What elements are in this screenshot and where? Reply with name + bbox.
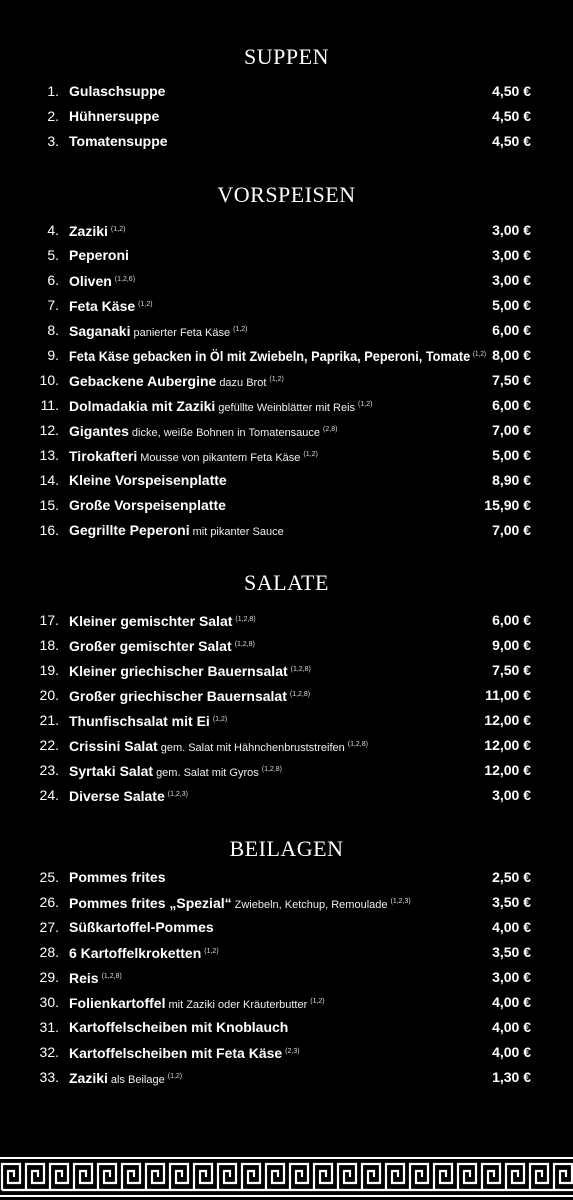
item-description (69, 494, 226, 516)
item-price: 3,00 € (492, 222, 531, 238)
item-number: 33. (39, 1069, 59, 1085)
meander-segment (506, 1164, 530, 1190)
item-name: Pommes frites (69, 869, 166, 885)
item-extra: mit Zaziki oder Kräuterbutter (168, 999, 308, 1011)
item-price: 4,00 € (492, 1019, 531, 1035)
meander-segment (218, 1164, 242, 1190)
item-allergen-codes: (1,2) (110, 226, 126, 233)
item-allergen-codes: (1,2,8) (235, 616, 256, 623)
item-description (69, 634, 255, 657)
item-number: 2. (47, 108, 59, 124)
item-allergen-codes: (1,2) (269, 376, 284, 383)
item-number: 17. (39, 612, 59, 628)
item-number: 24. (39, 787, 59, 803)
item-price: 2,50 € (492, 869, 531, 885)
item-number: 4. (47, 222, 59, 238)
item-number: 22. (39, 737, 59, 753)
item-description (69, 659, 311, 682)
item-name: Reis (69, 970, 99, 986)
menu-item (0, 1066, 573, 1088)
item-price: 7,50 € (492, 662, 531, 678)
item-description (69, 394, 372, 419)
item-description (69, 105, 159, 127)
item-name: Zaziki (69, 223, 108, 239)
item-number: 23. (39, 762, 59, 778)
item-description (69, 1066, 182, 1091)
item-number: 6. (47, 272, 59, 288)
item-allergen-codes: (1,2,8) (347, 741, 368, 748)
item-number: 19. (39, 662, 59, 678)
menu-item (0, 916, 573, 938)
item-number: 10. (39, 372, 59, 388)
item-number: 18. (39, 637, 59, 653)
menu-item (0, 866, 573, 888)
item-name: Hühnersuppe (69, 108, 160, 124)
item-allergen-codes: (1,2,3) (167, 791, 188, 798)
menu-item (0, 684, 573, 706)
item-name: Großer griechischer Bauernsalat (69, 688, 287, 704)
menu-item (0, 269, 573, 291)
menu-item (0, 519, 573, 541)
item-name: Dolmadakia mit Zaziki (69, 398, 216, 414)
item-name: Crissini Salat (69, 738, 158, 754)
item-price: 4,50 € (492, 108, 531, 124)
item-number: 11. (40, 397, 59, 413)
item-allergen-codes: (1,2) (358, 401, 373, 408)
item-allergen-codes: (1,2) (310, 998, 325, 1005)
item-price: 7,00 € (492, 422, 531, 438)
item-description (69, 419, 337, 444)
item-price: 6,00 € (492, 612, 531, 628)
meander-segment (170, 1164, 194, 1190)
menu-item (0, 659, 573, 681)
item-price: 4,00 € (492, 919, 531, 935)
menu-item (0, 759, 573, 781)
menu-item (0, 1041, 573, 1063)
item-name: Diverse Salate (69, 788, 165, 804)
item-allergen-codes: (2,3) (285, 1048, 300, 1055)
item-number: 14. (39, 472, 59, 488)
item-number: 26. (39, 894, 59, 910)
item-description (69, 709, 227, 732)
item-extra: gem. Salat mit Gyros (156, 767, 259, 779)
item-description (69, 916, 214, 938)
item-name: Süßkartoffel-Pommes (69, 919, 214, 935)
item-price: 5,00 € (492, 447, 531, 463)
item-description (69, 294, 153, 317)
item-description (69, 1041, 300, 1064)
menu-item (0, 966, 573, 988)
menu-item (0, 891, 573, 913)
item-allergen-codes: (1,2,8) (101, 973, 122, 980)
item-extra: Zwiebeln, Ketchup, Remoulade (234, 899, 388, 911)
item-description (69, 130, 168, 152)
item-price: 15,90 € (484, 497, 531, 513)
item-extra: panierter Feta Käse (133, 327, 231, 339)
item-name: Kleiner griechischer Bauernsalat (69, 663, 288, 679)
item-number: 25. (39, 869, 59, 885)
item-extra: gefüllte Weinblätter mit Reis (218, 402, 356, 414)
menu-item (0, 80, 573, 102)
item-description (69, 941, 219, 964)
item-allergen-codes: (1,2,8) (290, 666, 311, 673)
item-price: 6,00 € (492, 322, 531, 338)
item-name: Kartoffelscheiben mit Feta Käse (69, 1045, 283, 1061)
item-allergen-codes: (2,8) (323, 426, 338, 433)
item-name: Oliven (69, 273, 112, 289)
item-name: Gulaschsuppe (69, 83, 166, 99)
item-number: 8. (47, 322, 59, 338)
item-extra: mit pikanter Sauce (192, 526, 284, 538)
menu-item (0, 444, 573, 466)
meander-segment (266, 1164, 290, 1190)
item-name: Folienkartoffel (69, 995, 166, 1011)
item-price: 3,50 € (492, 894, 531, 910)
item-number: 12. (39, 422, 59, 438)
item-name: Gigantes (69, 423, 129, 439)
item-name: Tirokafteri (69, 448, 138, 464)
item-name: Peperoni (69, 247, 129, 263)
item-description (69, 219, 125, 242)
meander-segment (50, 1164, 74, 1190)
item-name: Gebackene Aubergine (69, 373, 217, 389)
meander-segment (74, 1164, 98, 1190)
section-title-vorspeisen: VORSPEISEN (217, 182, 356, 207)
menu-item (0, 394, 573, 416)
item-description (69, 966, 122, 989)
meander-segment (434, 1164, 458, 1190)
item-name: 6 Kartoffelkroketten (69, 945, 202, 961)
section-title-suppen: SUPPEN (244, 44, 329, 69)
menu-item (0, 734, 573, 756)
meander-segment (26, 1164, 50, 1190)
item-price: 11,00 € (485, 687, 531, 703)
item-name: Feta Käse (69, 298, 136, 314)
menu-item (0, 419, 573, 441)
meander-segment (338, 1164, 362, 1190)
menu-item (0, 319, 573, 341)
item-description (69, 319, 248, 344)
item-description (69, 784, 188, 807)
menu-item (0, 941, 573, 963)
item-price: 12,00 € (484, 762, 531, 778)
item-price: 3,00 € (492, 247, 531, 263)
item-allergen-codes: (1,2,6) (114, 276, 136, 283)
meander-segment (2, 1164, 26, 1190)
meander-segment (386, 1164, 410, 1190)
item-name: Feta Käse gebacken in Öl mit Zwiebeln, Paprika, Peperoni, Tomate (69, 348, 471, 364)
meander-segment (554, 1164, 573, 1190)
menu-item (0, 344, 573, 366)
item-allergen-codes: (1,2,8) (261, 766, 282, 773)
item-price: 7,00 € (492, 522, 531, 538)
menu-item (0, 244, 573, 266)
menu-item (0, 1016, 573, 1038)
item-description (69, 344, 486, 367)
item-price: 3,00 € (492, 787, 531, 803)
meander-segment (290, 1164, 314, 1190)
meander-segment (314, 1164, 338, 1190)
item-name: Syrtaki Salat (69, 763, 154, 779)
menu-item (0, 105, 573, 127)
item-number: 15. (39, 497, 59, 513)
item-name: Kleiner gemischter Salat (69, 613, 233, 629)
meander-segment (458, 1164, 482, 1190)
menu-item (0, 369, 573, 391)
item-number: 9. (47, 347, 59, 363)
item-number: 7. (47, 297, 59, 313)
item-allergen-codes: (1,2,3) (390, 898, 411, 905)
menu-item (0, 494, 573, 516)
meander-segment (146, 1164, 170, 1190)
section-title-beilagen: BEILAGEN (229, 836, 344, 861)
item-price: 6,00 € (492, 397, 531, 413)
item-name: Thunfischsalat mit Ei (69, 713, 210, 729)
item-number: 3. (47, 133, 59, 149)
item-number: 28. (39, 944, 59, 960)
item-number: 30. (39, 994, 59, 1010)
item-description (69, 684, 310, 707)
item-number: 5. (47, 247, 59, 263)
item-allergen-codes: (1,2) (212, 716, 228, 723)
item-description (69, 866, 165, 888)
meander-segment (410, 1164, 434, 1190)
meander-segment (362, 1164, 386, 1190)
item-name: Zaziki (69, 1070, 108, 1086)
meander-segment (98, 1164, 122, 1190)
item-number: 21. (39, 712, 59, 728)
item-number: 13. (39, 447, 59, 463)
item-price: 9,00 € (492, 637, 531, 653)
item-number: 27. (39, 919, 59, 935)
item-price: 7,50 € (492, 372, 531, 388)
item-name: Saganaki (69, 323, 131, 339)
item-description (69, 369, 284, 394)
item-extra: gem. Salat mit Hähnchenbruststreifen (160, 742, 345, 754)
item-price: 4,00 € (492, 994, 531, 1010)
greek-key-border (0, 1155, 573, 1200)
item-description (69, 891, 411, 916)
item-price: 12,00 € (484, 712, 531, 728)
menu-item (0, 991, 573, 1013)
item-allergen-codes: (1,2,8) (289, 691, 311, 698)
item-extra: dazu Brot (219, 377, 267, 389)
item-allergen-codes: (1,2) (138, 301, 153, 308)
item-number: 29. (39, 969, 59, 985)
menu-item (0, 609, 573, 631)
item-allergen-codes: (1,2) (303, 451, 318, 458)
item-description (69, 269, 135, 292)
menu-item (0, 784, 573, 806)
item-allergen-codes: (1,2,8) (234, 641, 255, 648)
menu-item (0, 709, 573, 731)
item-name: Kleine Vorspeisenplatte (69, 472, 227, 488)
item-description (69, 759, 282, 784)
item-number: 20. (39, 687, 59, 703)
section-title-salate: SALATE (244, 570, 329, 595)
item-description (69, 991, 325, 1016)
menu-item (0, 130, 573, 152)
item-price: 5,00 € (492, 297, 531, 313)
item-name: Großer gemischter Salat (69, 638, 232, 654)
item-description (69, 734, 368, 759)
item-price: 4,50 € (492, 83, 531, 99)
item-extra: als Beilage (110, 1074, 165, 1086)
item-description (69, 1016, 288, 1038)
item-number: 31. (39, 1019, 59, 1035)
item-number: 16. (39, 522, 59, 538)
item-description (69, 444, 318, 469)
item-description (69, 609, 256, 632)
menu-item (0, 294, 573, 316)
meander-segment (122, 1164, 146, 1190)
item-name: Gegrillte Peperoni (69, 522, 190, 538)
item-price: 3,00 € (492, 272, 531, 288)
item-allergen-codes: (1,2) (233, 326, 248, 333)
item-description (69, 80, 165, 102)
item-extra: Mousse von pikantem Feta Käse (140, 452, 301, 464)
item-price: 1,30 € (492, 1069, 531, 1085)
item-price: 3,00 € (492, 969, 531, 985)
meander-segment (530, 1164, 554, 1190)
item-name: Kartoffelscheiben mit Knoblauch (69, 1019, 289, 1035)
item-price: 4,00 € (492, 1044, 531, 1060)
item-description (69, 244, 129, 266)
item-price: 8,00 € (492, 347, 531, 363)
item-description (69, 469, 227, 491)
item-name: Pommes frites „Spezial“ (69, 895, 232, 911)
item-extra: dicke, weiße Bohnen in Tomatensauce (131, 427, 321, 439)
item-number: 32. (39, 1044, 59, 1060)
item-price: 4,50 € (492, 133, 531, 149)
item-allergen-codes: (1,2) (167, 1073, 183, 1080)
menu-item (0, 469, 573, 491)
item-name: Große Vorspeisenplatte (69, 497, 226, 513)
meander-segment (242, 1164, 266, 1190)
item-name: Tomatensuppe (69, 133, 168, 149)
item-price: 8,90 € (492, 472, 531, 488)
meander-segment (482, 1164, 506, 1190)
item-description (69, 519, 284, 543)
item-allergen-codes: (1,2) (204, 948, 219, 955)
meander-segment (194, 1164, 218, 1190)
menu-item (0, 634, 573, 656)
item-number: 1. (47, 83, 59, 99)
item-allergen-codes: (1,2) (472, 351, 487, 358)
menu-item (0, 219, 573, 241)
item-price: 12,00 € (484, 737, 531, 753)
item-price: 3,50 € (492, 944, 531, 960)
